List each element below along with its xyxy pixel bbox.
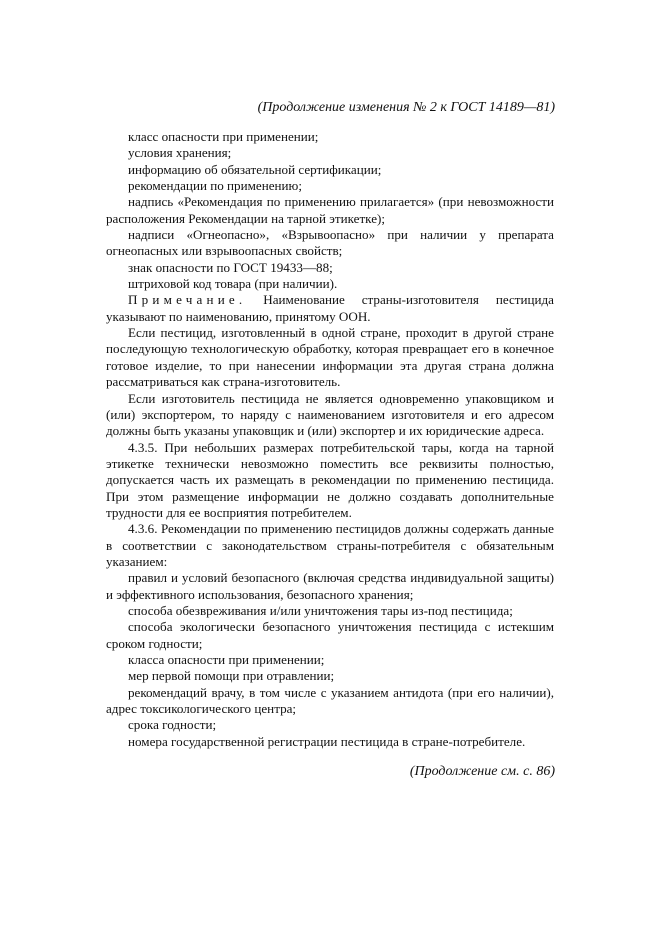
continuation-header: (Продолжение изменения № 2 к ГОСТ 14189—81) <box>257 100 555 115</box>
paragraph: знак опасности по ГОСТ 19433—88; <box>128 259 333 275</box>
paragraph: штриховой код товара (при наличии). <box>128 276 338 292</box>
paragraph: Если изготовитель пестицида не является одновременно упаковщиком и (или) экспортером, то наряду с наименованием изготовителя и его адресом должны быть указаны упаковщик и (или) экспортер и их юридические адреса. <box>106 390 554 439</box>
paragraph: рекомендаций врачу, в том числе с указанием антидота (при его наличии), адрес токсикологического центра; <box>106 684 554 717</box>
paragraph: правил и условий безопасного (включая средства индивидуальной защиты) и эффективного использования, безопасного хранения; <box>106 570 554 602</box>
paragraph: информацию об обязательной сертификации; <box>128 161 382 177</box>
continuation-footer: (Продолжение см. с. 86) <box>409 764 555 779</box>
note-label: Примечание. <box>128 292 247 308</box>
paragraph: рекомендации по применению; <box>128 178 302 194</box>
paragraph: срока годности; <box>128 717 217 733</box>
paragraph: условия хранения; <box>128 145 232 161</box>
note-paragraph <box>106 292 554 325</box>
paragraph: 4.3.5. При небольших размерах потребительской тары, когда на тарной этикетке технически невозможно поместить все реквизиты полностью, допускается часть их размещать в рекомендации по применению пестицида. При этом размещение информации не должно создавать дополнительные трудности для ее восприятия потребителем. <box>106 439 554 520</box>
paragraph: номера государственной регистрации пестицида в стране-потребителе. <box>128 733 526 749</box>
paragraph: класс опасности при применении; <box>128 129 319 144</box>
paragraph: способа экологически безопасного уничтожения пестицида с истекшим сроком годности; <box>106 619 554 651</box>
document-body <box>106 129 554 750</box>
paragraph: надписи «Огнеопасно», «Взрывоопасно» при наличии у препарата огнеопасных или взрывоопасных свойств; <box>106 227 554 259</box>
paragraph: 4.3.6. Рекомендации по применению пестицидов должны содержать данные в соответствии с законодательством страны-потребителя с обязательным указанием: <box>106 521 554 569</box>
paragraph: способа обезвреживания и/или уничтожения тары из-под пестицида; <box>128 602 513 618</box>
note-text: Наименование страны-изготовителя пестицида указывают по наименованию, принятому ООН. <box>106 292 554 324</box>
paragraph: мер первой помощи при отравлении; <box>128 668 335 684</box>
paragraph: надпись «Рекомендация по применению прилагается» (при невозможности расположения Рекомендации на тарной этикетке); <box>106 194 554 226</box>
paragraph: класса опасности при применении; <box>128 652 325 667</box>
paragraph: Если пестицид, изготовленный в одной стране, проходит в другой стране последующую технологическую обработку, которая превращает его в конечное готовое изделие, то при нанесении информации эта другая страна должна рассматриваться как страна-изготовитель. <box>106 325 554 390</box>
